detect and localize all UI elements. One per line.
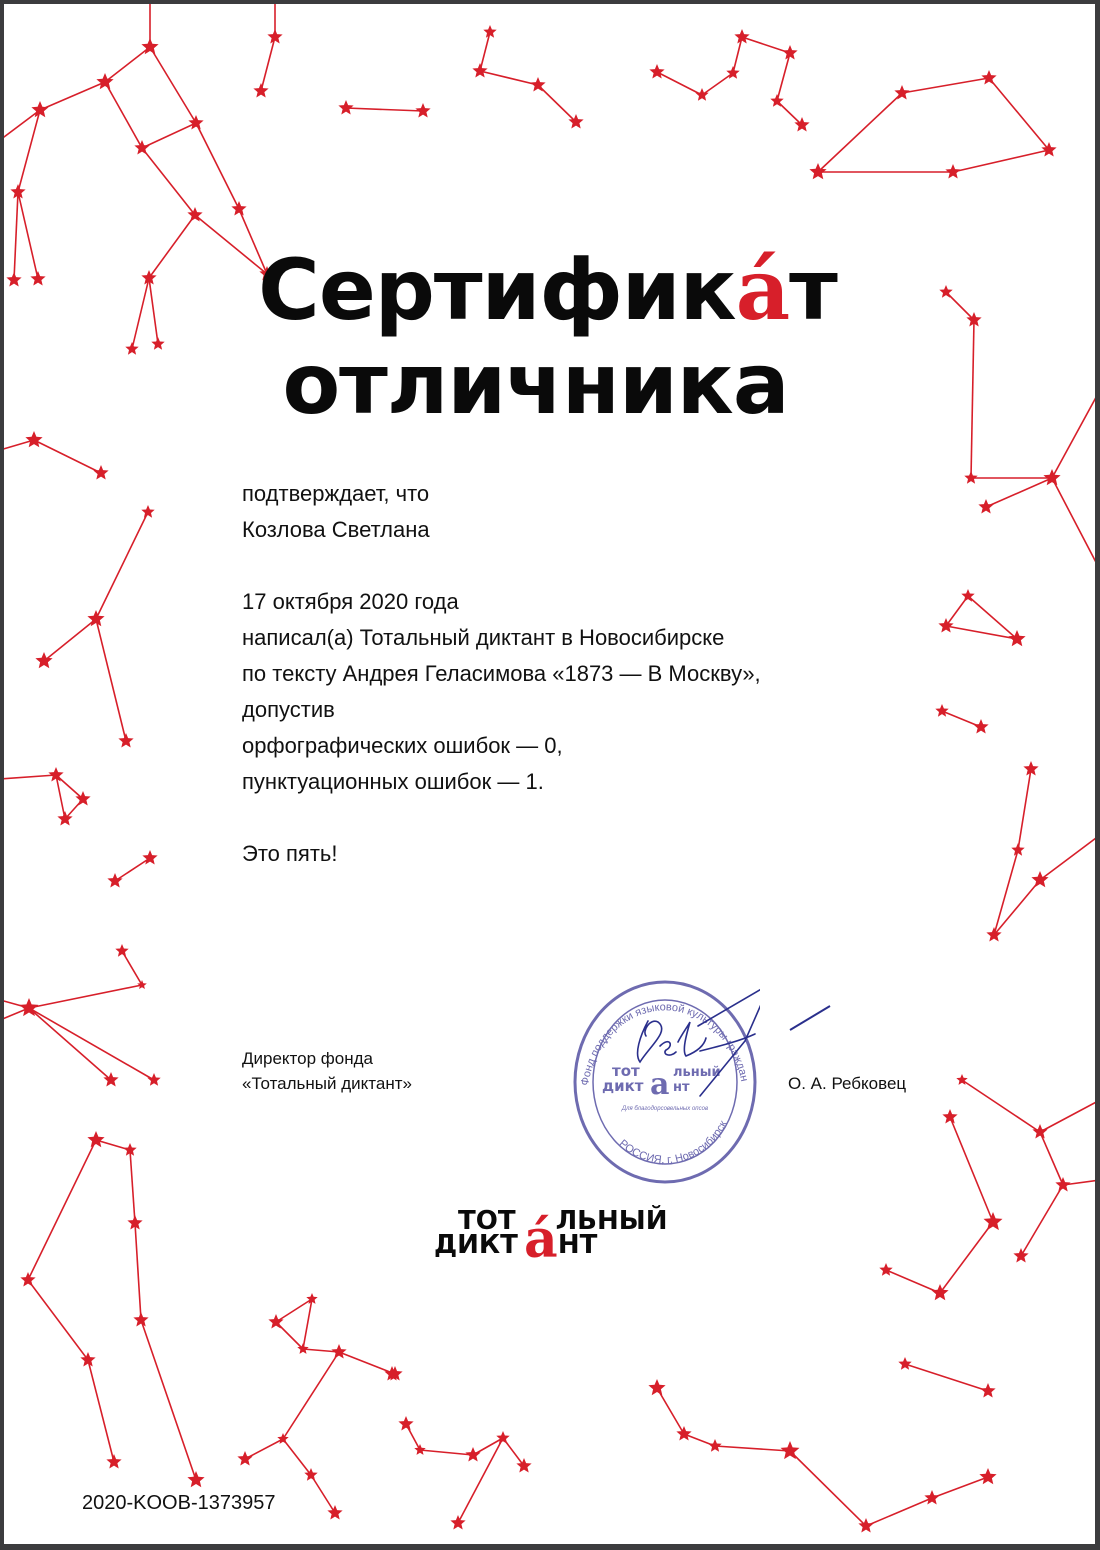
star-icon [106,1454,121,1469]
svg-text:дикт: дикт [602,1077,644,1095]
certificate-title-line2: отличника [282,335,789,433]
star-icon [973,719,988,734]
star-icon [472,63,487,78]
star-icon [137,980,147,989]
star-icon [981,70,996,85]
signatory-name: О. А. Ребковец [788,1074,907,1093]
star-icon [134,140,149,155]
total-dictation-logo [432,1200,682,1270]
svg-text:РОССИЯ, г. Новосибирск: РОССИЯ, г. Новосибирск [616,1118,730,1167]
star-icon [980,1469,995,1484]
body-line-text-author: по тексту Андрея Геласимова «1873 — В Москву», [242,661,761,686]
star-icon [75,791,90,806]
svg-text:тот: тот [612,1062,640,1080]
star-icon [938,618,953,633]
star-icon [1013,1248,1028,1263]
certificate-title-line1: Сертифика́т [258,240,837,339]
star-icon [945,164,960,179]
star-icon [327,1505,342,1520]
star-icon [118,733,133,748]
recipient-name: Козлова Светлана [242,517,430,542]
star-icon [781,1441,800,1459]
star-icon [980,1383,995,1398]
star-icon [338,100,353,115]
star-icon [115,944,128,957]
star-icon [415,103,430,118]
logo-text-bottom: ДИКТ НТ [434,1230,598,1260]
punctuation-errors: пунктуационных ошибок — 1. [242,769,544,794]
star-icon [331,1344,346,1359]
star-icon [676,1426,691,1441]
star-icon [103,1072,118,1087]
star-icon [898,1357,911,1370]
star-icon [695,88,708,101]
star-icon [465,1447,480,1462]
star-icon [978,499,993,514]
star-icon [414,1444,425,1455]
star-icon [984,1212,1003,1230]
svg-text:льный: льный [673,1065,721,1080]
signature-stroke [784,996,834,1036]
star-icon [87,1131,104,1147]
star-icon [398,1416,413,1431]
star-icon [267,29,282,44]
logo-accent-letter: а́ [524,1209,558,1270]
title-accent-letter: а́ [735,240,790,339]
star-icon [1043,469,1060,485]
certificate-id: 2020-KOOB-1373957 [82,1492,276,1514]
star-icon [1032,1124,1047,1139]
star-icon [188,115,203,130]
star-icon [1008,630,1025,646]
body-spacer [242,800,761,836]
svg-text:Фонд поддержки языковой культу: Фонд поддержки языковой культуры граждан [579,1001,751,1087]
star-icon [483,25,496,38]
body-line-confirms: подтверждает, что [242,481,430,506]
svg-text:Для благодорсовельных опсов: Для благодорсовельных опсов [621,1106,709,1112]
body-spacer [242,548,761,584]
star-icon [942,1109,957,1124]
star-icon [734,29,749,44]
star-icon [496,1431,509,1444]
star-icon [649,64,664,79]
body-line-wrote: написал(а) Тотальный диктант в Новосибирске [242,625,725,650]
star-icon [231,201,246,216]
star-icon [1011,843,1024,856]
body-line-allowing: допустив [242,697,335,722]
star-icon [35,652,52,668]
logo-text-top: ТОТ ЛЬНЫЙ [458,1206,668,1236]
star-icon [782,45,797,60]
star-icon [187,1471,204,1487]
star-icon [277,1433,288,1444]
signatory-position [242,1046,412,1096]
certificate-page [4,4,1095,1544]
star-icon [648,1379,665,1395]
signatory-position-line1: Директор фонда [242,1049,373,1068]
star-icon [253,83,268,98]
star-icon [931,1284,948,1300]
star-icon [1031,871,1048,887]
star-icon [107,873,122,888]
star-icon [708,1439,721,1452]
svg-text:нт: нт [673,1080,690,1095]
star-icon [93,465,108,480]
star-icon [879,1263,892,1276]
grade-statement: Это пять! [242,841,338,866]
star-icon [924,1490,939,1505]
star-icon [96,73,113,89]
star-icon [141,505,154,518]
star-icon [935,704,948,717]
certificate-body [242,476,761,872]
signatory-position-line2: «Тотальный диктант» [242,1074,412,1093]
official-stamp [570,976,760,1186]
star-icon [1055,1177,1070,1192]
star-icon [133,1312,148,1327]
star-icon [147,1073,160,1086]
star-icon [964,471,977,484]
spelling-errors: орфографических ошибок — 0, [242,733,563,758]
svg-text:а: а [650,1067,670,1102]
star-icon [450,1515,465,1530]
dictation-date: 17 октября 2020 года [242,589,459,614]
star-icon [20,1272,35,1287]
star-icon [237,1451,252,1466]
